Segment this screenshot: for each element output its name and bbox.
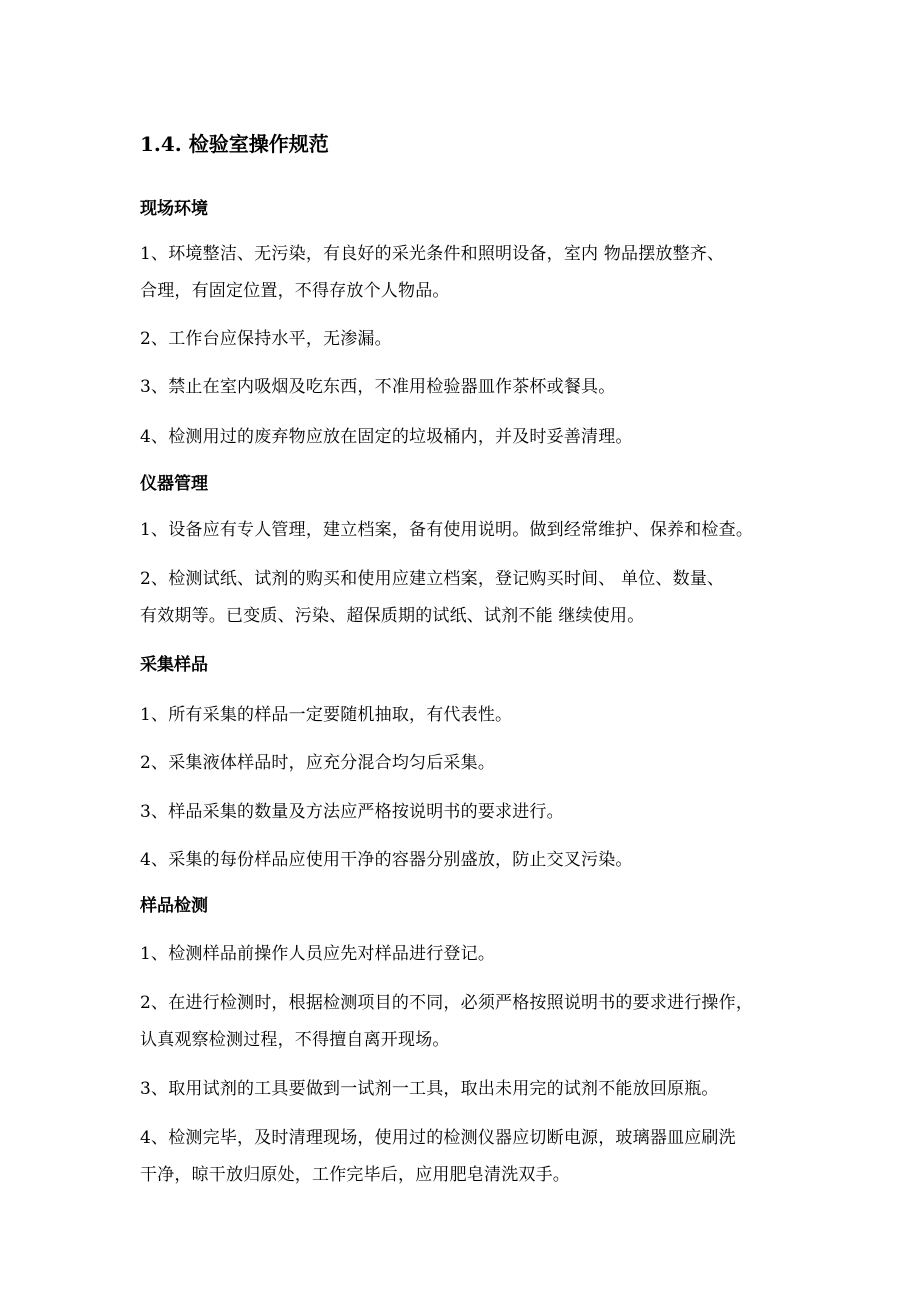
paragraph <box>140 1071 780 1108</box>
section-heading-instruments: 仪器管理 <box>140 474 208 494</box>
paragraph-line: 合理，有固定位置，不得存放个人物品。 <box>140 281 450 301</box>
paragraph-line: 4、检测完毕，及时清理现场，使用过的检测仪器应切断电源，玻璃器皿应刷洗 <box>140 1128 736 1148</box>
paragraph <box>140 985 780 1059</box>
paragraph <box>140 1120 780 1194</box>
paragraph-line: 认真观察检测过程，不得擅自离开现场。 <box>140 1030 450 1050</box>
paragraph-line: 1、检测样品前操作人员应先对样品进行登记。 <box>140 944 496 964</box>
paragraph-line: 1、环境整洁、无污染，有良好的采光条件和照明设备，室内 物品摆放整齐、 <box>140 244 725 264</box>
paragraph-line: 有效期等。已变质、污染、超保质期的试纸、试剂不能 继续使用。 <box>140 606 645 626</box>
paragraph <box>140 745 780 782</box>
paragraph <box>140 236 780 310</box>
paragraph <box>140 697 780 734</box>
page-title: 1.4. 检验室操作规范 <box>140 132 329 156</box>
paragraph <box>140 419 780 456</box>
paragraph <box>140 794 780 831</box>
section-heading-sampling: 采集样品 <box>140 655 208 675</box>
paragraph <box>140 512 780 549</box>
paragraph-line: 3、样品采集的数量及方法应严格按说明书的要求进行。 <box>140 802 564 822</box>
section-heading-environment: 现场环境 <box>140 199 208 219</box>
paragraph-line: 3、取用试剂的工具要做到一试剂一工具，取出未用完的试剂不能放回原瓶。 <box>140 1079 719 1099</box>
paragraph <box>140 936 780 973</box>
paragraph-line: 1、设备应有专人管理，建立档案，备有使用说明。做到经常维护、保养和检查。 <box>140 520 754 540</box>
section-heading-testing: 样品检测 <box>140 896 208 916</box>
paragraph-line: 2、在进行检测时，根据检测项目的不同，必须严格按照说明书的要求进行操作， <box>140 993 754 1013</box>
paragraph-line: 2、工作台应保持水平，无渗漏。 <box>140 329 392 349</box>
paragraph-line: 干净，晾干放归原处，工作完毕后，应用肥皂清洗双手。 <box>140 1165 570 1185</box>
paragraph-line: 4、检测用过的废弃物应放在固定的垃圾桶内，并及时妥善清理。 <box>140 427 633 447</box>
paragraph <box>140 561 780 635</box>
paragraph <box>140 369 780 406</box>
paragraph <box>140 321 780 358</box>
paragraph-line: 3、禁止在室内吸烟及吃东西，不准用检验器皿作茶杯或餐具。 <box>140 377 616 397</box>
paragraph-line: 2、采集液体样品时，应充分混合均匀后采集。 <box>140 753 496 773</box>
paragraph-line: 2、检测试纸、试剂的购买和使用应建立档案，登记购买时间、 单位、数量、 <box>140 569 725 589</box>
paragraph-line: 1、所有采集的样品一定要随机抽取，有代表性。 <box>140 705 513 725</box>
paragraph-line: 4、采集的每份样品应使用干净的容器分别盛放，防止交叉污染。 <box>140 850 633 870</box>
paragraph <box>140 842 780 879</box>
